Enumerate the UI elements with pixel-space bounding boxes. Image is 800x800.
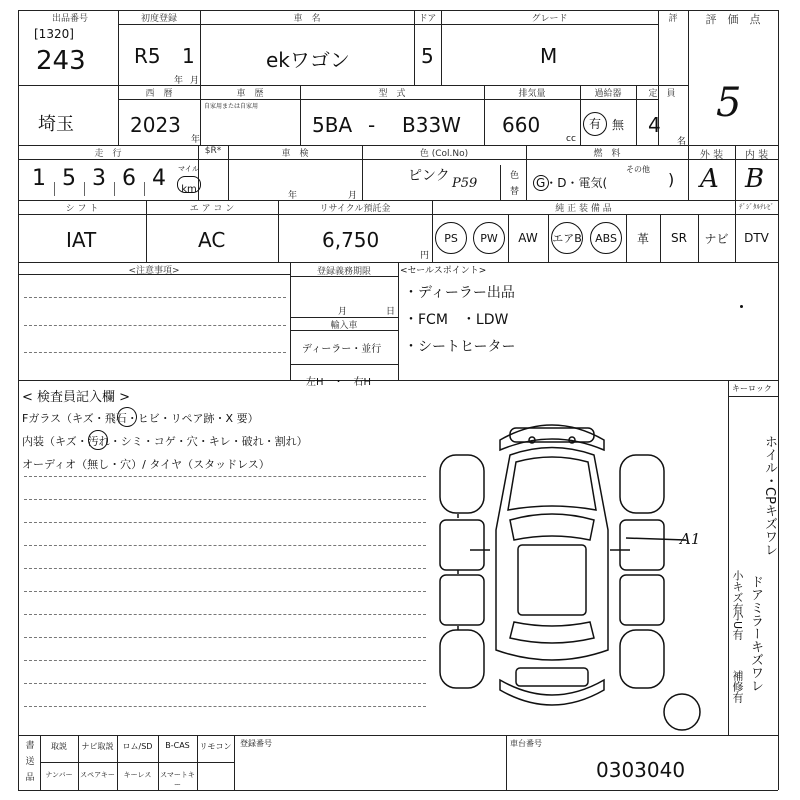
displacement-header: 排気量 bbox=[518, 89, 546, 99]
side-note: 小U有 bbox=[731, 610, 744, 641]
fuel-options: G・D・電気( bbox=[536, 176, 608, 190]
first-reg-month: 1 bbox=[182, 44, 195, 68]
caution-header: <注意事項> bbox=[128, 266, 180, 276]
equipment-item bbox=[735, 214, 778, 262]
chassis-number: 0303040 bbox=[596, 758, 686, 782]
grade-value: M bbox=[540, 44, 558, 68]
footer-item: B-CAS bbox=[165, 741, 190, 750]
footer-side-label bbox=[20, 738, 40, 786]
color-header: 色 (Col.No) bbox=[419, 149, 469, 159]
equipment-label: SR bbox=[671, 231, 687, 245]
year-unit: 年 bbox=[174, 76, 184, 86]
footer-item: スマートキー bbox=[160, 771, 195, 789]
inspection-line: Fガラス（キズ・飛石・ヒビ・リペア跡・X 要） bbox=[22, 412, 259, 425]
sales-point: ・シートヒーター bbox=[404, 339, 516, 355]
ac-value: AC bbox=[198, 228, 226, 252]
doors-value: 5 bbox=[421, 44, 434, 68]
interior-value: B bbox=[745, 164, 765, 194]
side-note: ドアミラーキズワレ bbox=[748, 575, 763, 692]
color-value: ピンク bbox=[408, 168, 450, 184]
footer-item: 取説 bbox=[51, 742, 67, 751]
car-name: ekワゴン bbox=[266, 48, 350, 72]
mileage-digit: 3 bbox=[92, 166, 106, 191]
damage-mark-line bbox=[626, 538, 686, 540]
inspection-line: 内装（キズ・汚れ・シミ・コゲ・穴・キレ・破れ・割れ） bbox=[22, 435, 308, 448]
mileage-digit: 1 bbox=[32, 166, 46, 191]
turbo-yes: 有 bbox=[588, 117, 601, 131]
equipment-item bbox=[432, 214, 470, 262]
mileage-separator bbox=[114, 182, 115, 196]
exterior-header: 外 装 bbox=[699, 150, 724, 161]
footer-item: キーレス bbox=[123, 771, 152, 779]
exterior-value: A bbox=[700, 164, 719, 194]
equipment-label: 革 bbox=[636, 231, 649, 246]
western-year-unit: 年 bbox=[191, 135, 201, 145]
shift-value: IAT bbox=[66, 228, 97, 252]
mileage-separator bbox=[84, 182, 85, 196]
reg-month: 月 bbox=[338, 307, 348, 317]
color-change-1: 色 bbox=[510, 171, 520, 181]
interior-header: 内 装 bbox=[744, 150, 769, 161]
equipment-item bbox=[626, 214, 660, 262]
side-note: 補修有 bbox=[731, 670, 744, 703]
shaken-header: 車 検 bbox=[281, 149, 309, 159]
side-note: ホイル・CPキズワレ bbox=[762, 435, 777, 556]
reg-deadline-header: 登録義務期限 bbox=[316, 267, 371, 277]
unit-km-circle bbox=[177, 176, 201, 193]
interior-circle-mark bbox=[88, 430, 108, 450]
ac-header: エ ア コ ン bbox=[189, 204, 235, 214]
model-header: 車 名 bbox=[293, 14, 321, 24]
equipment-header: 純 正 装 備 品 bbox=[555, 204, 612, 214]
cc-unit: cc bbox=[566, 134, 576, 144]
footer-item: ナンバー bbox=[45, 771, 73, 779]
footer-side-char: 送 bbox=[25, 757, 35, 767]
region: 埼玉 bbox=[38, 114, 74, 135]
reg-number-header: 登録番号 bbox=[240, 739, 272, 748]
handle-type: 左H ・ 右H bbox=[306, 377, 372, 388]
score-header: 評 価 点 bbox=[705, 13, 761, 26]
score-small-header: 評 bbox=[668, 14, 678, 24]
equipment-label: AW bbox=[518, 231, 538, 245]
equipment-label: DTV bbox=[744, 231, 769, 245]
shift-header: シ フ ト bbox=[65, 204, 99, 214]
equipment-item bbox=[586, 214, 626, 262]
digital-tv-header: ﾃﾞｼﾞﾀﾙﾃﾚﾋﾞ bbox=[739, 203, 774, 211]
turbo-yes-circle bbox=[583, 112, 607, 136]
unit-km: km bbox=[181, 184, 197, 195]
sales-header: <セールスポイント> bbox=[400, 266, 487, 276]
turbo-no: 無 bbox=[612, 118, 625, 132]
equipment-label: ABS bbox=[590, 222, 622, 254]
recycle-amount: 6,750 bbox=[322, 228, 380, 252]
reg-day: 日 bbox=[386, 307, 396, 317]
footer-item: スペアキー bbox=[80, 771, 115, 779]
equipment-label: エアB bbox=[551, 222, 583, 254]
key-header: キーロック bbox=[732, 384, 772, 393]
equipment-item bbox=[698, 214, 735, 262]
footer-item: ロム/SD bbox=[122, 742, 153, 751]
import-header: 輸入車 bbox=[330, 321, 358, 331]
month-unit: 月 bbox=[190, 76, 200, 86]
equipment-item bbox=[660, 214, 698, 262]
recycle-header: リサイクル預託金 bbox=[319, 204, 391, 214]
unit-miles: マイル bbox=[178, 165, 199, 173]
equipment-label: PW bbox=[473, 222, 505, 254]
mileage-separator bbox=[144, 182, 145, 196]
equipment-item bbox=[548, 214, 586, 262]
car-damage-diagram bbox=[430, 410, 720, 735]
model-code: B33W bbox=[402, 113, 461, 137]
equipment-item bbox=[470, 214, 508, 262]
equipment-item bbox=[508, 214, 548, 262]
sales-point: ・FCM ・LDW bbox=[404, 312, 509, 328]
sales-point: ・ディーラー出品 bbox=[404, 285, 515, 301]
mileage-digit: 4 bbox=[152, 166, 166, 191]
capacity-value: 4 bbox=[648, 113, 661, 137]
mileage-header: 走 行 bbox=[94, 149, 122, 159]
fuel-other: その他 bbox=[626, 165, 650, 174]
inspection-line: オーディオ（無し・穴）/ タイヤ（スタッドレス） bbox=[22, 458, 270, 471]
first-reg-header: 初度登録 bbox=[140, 14, 177, 24]
lot-number: 243 bbox=[36, 46, 86, 76]
damage-mark-label: A1 bbox=[680, 530, 701, 548]
fuel-close: ) bbox=[668, 170, 675, 189]
mileage-digit: 6 bbox=[122, 166, 136, 191]
shaken-year: 年 bbox=[288, 191, 298, 201]
lot-code: [1320] bbox=[34, 27, 74, 41]
lot-header: 出品番号 bbox=[51, 14, 88, 24]
turbo-header: 過給器 bbox=[594, 89, 622, 99]
stray-dot bbox=[740, 305, 743, 308]
model-prefix: 5BA bbox=[312, 113, 353, 137]
model-sep: - bbox=[368, 113, 376, 137]
footer-side-char: 品 bbox=[25, 773, 35, 783]
capacity-header: 定 員 bbox=[648, 89, 676, 99]
equipment-label: PS bbox=[435, 222, 467, 254]
side-note: 小キズ有 bbox=[731, 570, 744, 614]
equipment-list bbox=[432, 214, 778, 262]
footer-side-char: 書 bbox=[25, 741, 35, 751]
mileage-separator bbox=[54, 182, 55, 196]
color-code: P59 bbox=[452, 176, 478, 191]
displacement-value: 660 bbox=[502, 113, 541, 137]
grade-header: グレード bbox=[531, 14, 568, 24]
shaken-small: $R* bbox=[204, 146, 222, 156]
mileage-digit: 5 bbox=[62, 166, 76, 191]
inspection-lines bbox=[22, 410, 422, 479]
footer-items-row1 bbox=[40, 737, 234, 761]
score-value: 5 bbox=[716, 80, 742, 126]
footer-items-row2 bbox=[40, 764, 234, 788]
capacity-unit: 名 bbox=[677, 137, 687, 147]
footer-item: リモコン bbox=[199, 742, 232, 751]
import-type: ディーラー・並行 bbox=[302, 344, 382, 355]
inspection-title: < 検査員記入欄 > bbox=[22, 390, 131, 405]
era-year: R5 bbox=[134, 44, 161, 68]
doors-header: ドア bbox=[418, 14, 437, 24]
model-code-header: 型 式 bbox=[378, 89, 406, 99]
side-notes bbox=[730, 400, 778, 730]
sales-points bbox=[404, 282, 704, 363]
western-header: 西 暦 bbox=[145, 89, 173, 99]
equipment-label: ナビ bbox=[704, 231, 729, 246]
category-header: 車 歴 bbox=[236, 89, 264, 99]
color-change-2: 替 bbox=[510, 187, 520, 197]
fuel-header: 燃 料 bbox=[593, 149, 621, 159]
category-note: 自家用または自家用 bbox=[204, 103, 259, 110]
mileage-digits bbox=[24, 162, 174, 198]
western-year: 2023 bbox=[130, 113, 181, 137]
chassis-header: 車台番号 bbox=[510, 739, 542, 748]
footer-item: ナビ取説 bbox=[81, 742, 114, 751]
yen-unit: 円 bbox=[420, 251, 430, 261]
shaken-month: 月 bbox=[348, 191, 358, 201]
